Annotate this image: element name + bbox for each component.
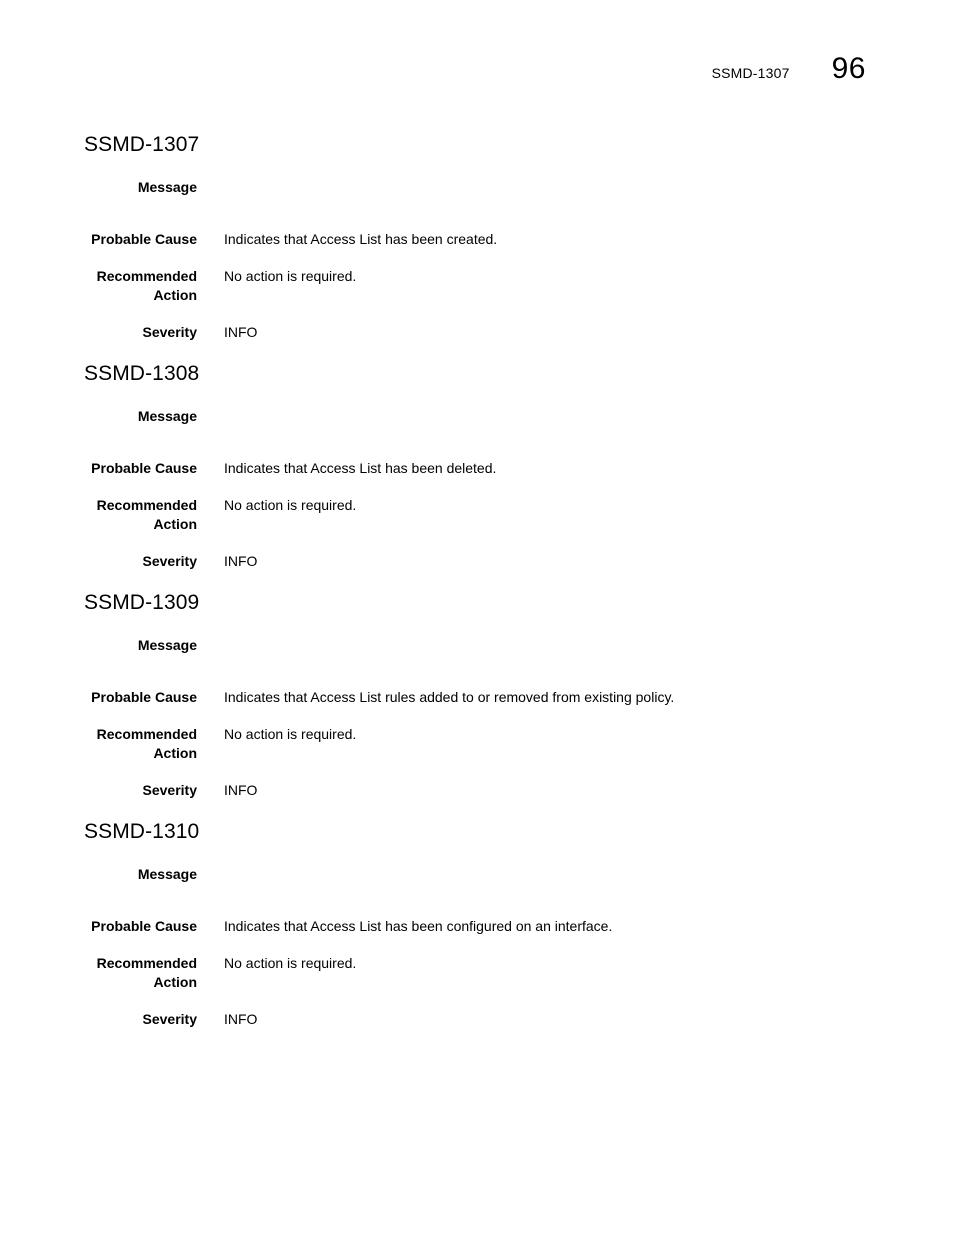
recommended-action-row: [84, 267, 884, 305]
recommended-action-value: No action is required.: [224, 955, 357, 971]
probable-cause-value: Indicates that Access List has been deleted.: [224, 460, 497, 476]
message-row: [84, 865, 884, 884]
severity-value: INFO: [224, 553, 258, 569]
severity-label: Severity: [142, 553, 197, 569]
probable-cause-row: [84, 230, 884, 249]
recommended-action-row: [84, 496, 884, 534]
recommended-action-value: No action is required.: [224, 497, 357, 513]
recommended-action-label-line2: Action: [153, 745, 197, 761]
entry-title: SSMD-1309: [84, 591, 200, 614]
recommended-action-row: [84, 725, 884, 763]
recommended-action-label-line1: Recommended: [96, 955, 197, 971]
recommended-action-value: No action is required.: [224, 268, 357, 284]
severity-row: [84, 781, 884, 800]
message-label: Message: [137, 179, 197, 195]
probable-cause-label: Probable Cause: [91, 689, 197, 705]
recommended-action-label-line1: Recommended: [96, 268, 197, 284]
probable-cause-row: [84, 459, 884, 478]
probable-cause-value: Indicates that Access List has been configured on an interface.: [224, 918, 613, 934]
recommended-action-label: [84, 725, 197, 763]
header-reference: SSMD-1307: [711, 65, 790, 81]
severity-row: [84, 552, 884, 571]
probable-cause-label: Probable Cause: [91, 918, 197, 934]
recommended-action-label-line2: Action: [153, 974, 197, 990]
recommended-action-value: No action is required.: [224, 726, 357, 742]
recommended-action-row: [84, 954, 884, 992]
recommended-action-label-line2: Action: [153, 516, 197, 532]
recommended-action-label-line1: Recommended: [96, 726, 197, 742]
probable-cause-label: Probable Cause: [91, 460, 197, 476]
severity-label: Severity: [142, 324, 197, 340]
recommended-action-label: [84, 954, 197, 992]
recommended-action-label-line2: Action: [153, 287, 197, 303]
message-row: [84, 636, 884, 655]
page-header: [712, 52, 866, 86]
recommended-action-label-line1: Recommended: [96, 497, 197, 513]
severity-label: Severity: [142, 1011, 197, 1027]
severity-value: INFO: [224, 782, 258, 798]
probable-cause-value: Indicates that Access List rules added to or removed from existing policy.: [224, 689, 675, 705]
message-label: Message: [137, 866, 197, 882]
recommended-action-label: [84, 496, 197, 534]
severity-value: INFO: [224, 324, 258, 340]
message-row: [84, 407, 884, 426]
entry-title: SSMD-1310: [84, 820, 200, 843]
severity-label: Severity: [142, 782, 197, 798]
chapter-number: 96: [831, 52, 866, 85]
message-entry: [84, 588, 884, 800]
probable-cause-label: Probable Cause: [91, 231, 197, 247]
entry-title: SSMD-1308: [84, 362, 200, 385]
probable-cause-row: [84, 688, 884, 707]
message-label: Message: [137, 637, 197, 653]
severity-value: INFO: [224, 1011, 258, 1027]
probable-cause-row: [84, 917, 884, 936]
message-entry: [84, 130, 884, 342]
recommended-action-label: [84, 267, 197, 305]
severity-row: [84, 323, 884, 342]
severity-row: [84, 1010, 884, 1029]
entry-title: SSMD-1307: [84, 133, 200, 156]
message-entry: [84, 817, 884, 1029]
message-row: [84, 178, 884, 197]
document-content: [84, 130, 884, 1046]
probable-cause-value: Indicates that Access List has been created.: [224, 231, 498, 247]
message-label: Message: [137, 408, 197, 424]
message-entry: [84, 359, 884, 571]
